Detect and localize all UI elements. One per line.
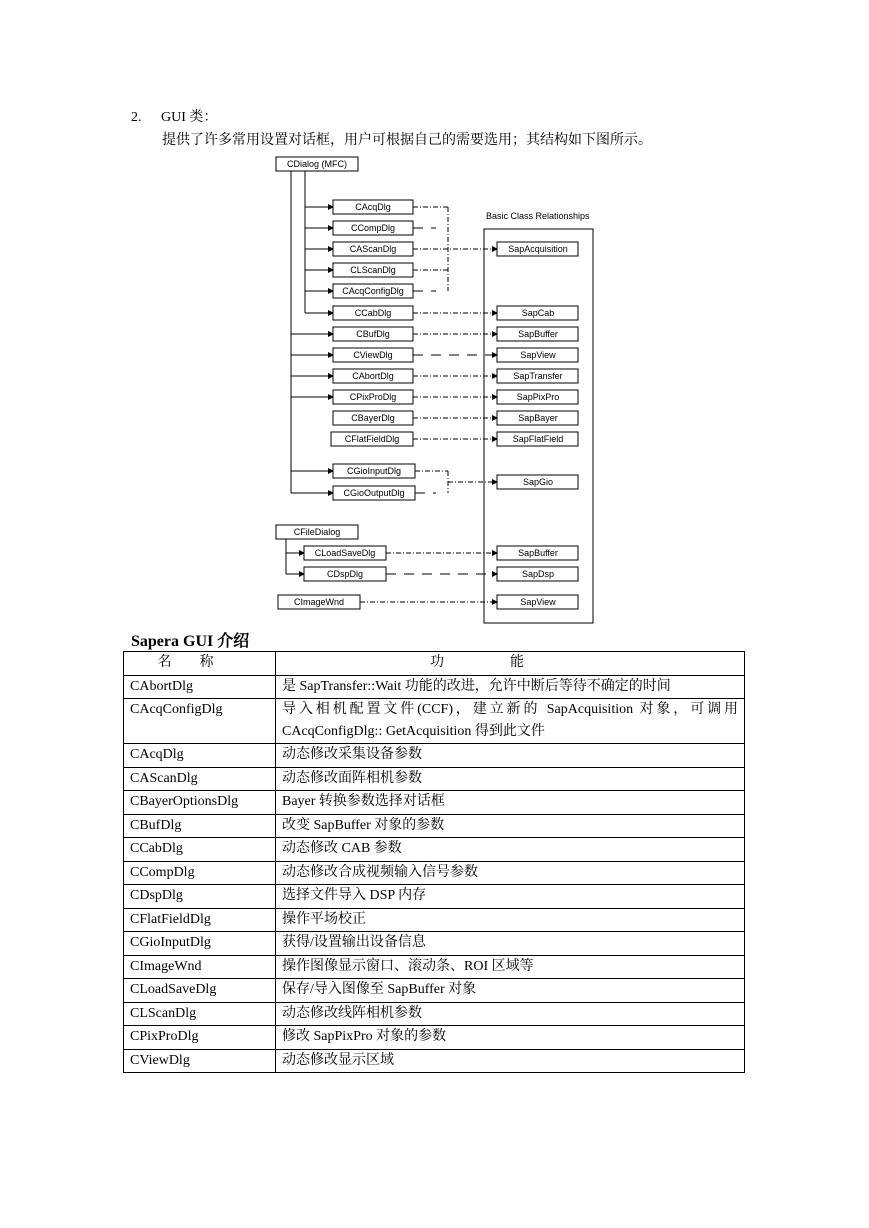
- class-name-cell: CDspDlg: [124, 885, 276, 909]
- function-cell: Bayer 转换参数选择对话框: [276, 791, 745, 815]
- class-name-cell: CAScanDlg: [124, 767, 276, 791]
- header-function: 功能: [276, 652, 745, 676]
- table-row: [124, 1049, 745, 1073]
- table-row: [124, 979, 745, 1003]
- function-cell: 修改 SapPixPro 对象的参数: [276, 1026, 745, 1050]
- table-row: [124, 791, 745, 815]
- sap-sapview: SapView: [520, 350, 556, 360]
- group-title: Basic Class Relationships: [486, 211, 590, 221]
- class-name-cell: CAbortDlg: [124, 675, 276, 699]
- dialog-cviewdlg: CViewDlg: [353, 350, 393, 360]
- dialog-cgiooutputdlg: CGioOutputDlg: [343, 488, 405, 498]
- sap-sapbuffer-2: SapBuffer: [518, 548, 558, 558]
- dialog-ccompdlg: CCompDlg: [350, 223, 396, 233]
- table-row: [124, 1002, 745, 1026]
- dialog-cflatfielddlg: CFlatFieldDlg: [344, 434, 400, 444]
- dialog-list: [291, 200, 415, 500]
- dialog-cbayerdlg: CBayerDlg: [351, 413, 395, 423]
- dialog-cdspdlg: CDspDlg: [326, 569, 364, 579]
- function-cell: 操作平场校正: [276, 908, 745, 932]
- function-cell: 是 SapTransfer::Wait 功能的改进，允许中断后等待不确定的时间: [276, 675, 745, 699]
- sap-sappixpro: SapPixPro: [516, 392, 560, 402]
- file-dialog-label: CFileDialog: [293, 527, 341, 537]
- table-row: [124, 908, 745, 932]
- sap-sapbuffer: SapBuffer: [518, 329, 558, 339]
- function-cell: 获得/设置输出设备信息: [276, 932, 745, 956]
- function-cell: 动态修改 CAB 参数: [276, 838, 745, 862]
- class-name-cell: CViewDlg: [124, 1049, 276, 1073]
- table-row: [124, 838, 745, 862]
- dialog-cabortdlg: CAbortDlg: [352, 371, 394, 381]
- table-body: [124, 675, 745, 1073]
- table-row: [124, 767, 745, 791]
- class-name-cell: CFlatFieldDlg: [124, 908, 276, 932]
- sap-sapacquisition: SapAcquisition: [508, 244, 568, 254]
- function-cell: 改变 SapBuffer 对象的参数: [276, 814, 745, 838]
- sap-sapflatfield: SapFlatField: [512, 434, 564, 444]
- function-cell: 导入相机配置文件(CCF)，建立新的 SapAcquisition 对象，可调用 CAcqConfigDlg:: GetAcquisition 得到此文件: [276, 699, 745, 744]
- function-cell: 动态修改采集设备参数: [276, 744, 745, 768]
- sap-sapgio: SapGio: [522, 477, 554, 487]
- header-name: 名称: [124, 652, 276, 676]
- class-name-cell: CGioInputDlg: [124, 932, 276, 956]
- section-title: GUI 类：: [161, 110, 218, 125]
- dialog-cacqdlg: CAcqDlg: [355, 202, 391, 212]
- function-cell: 操作图像显示窗口、滚动条、ROI 区域等: [276, 955, 745, 979]
- dialog-cascandlg: CAScanDlg: [349, 244, 397, 254]
- section-number: 2.: [131, 110, 142, 125]
- function-cell: 动态修改面阵相机参数: [276, 767, 745, 791]
- table-row: [124, 744, 745, 768]
- file-dialog-branch: [276, 525, 497, 581]
- function-cell: 动态修改显示区域: [276, 1049, 745, 1073]
- class-name-cell: CCabDlg: [124, 838, 276, 862]
- table-row: [124, 885, 745, 909]
- sap-sapcab: SapCab: [521, 308, 555, 318]
- table-row: [124, 1026, 745, 1050]
- dialog-cpixprodlg: CPixProDlg: [349, 392, 397, 402]
- table-row: [124, 955, 745, 979]
- dialog-cloadsavedlg: CLoadSaveDlg: [314, 548, 376, 558]
- function-cell: 保存/导入图像至 SapBuffer 对象: [276, 979, 745, 1003]
- dialog-clscandlg: CLScanDlg: [350, 265, 396, 275]
- table-row: [124, 814, 745, 838]
- class-name-cell: CBufDlg: [124, 814, 276, 838]
- class-name-cell: CAcqConfigDlg: [124, 699, 276, 744]
- dialog-cgioinputdlg: CGioInputDlg: [346, 466, 402, 476]
- table-header-row: [124, 652, 745, 676]
- class-name-cell: CImageWnd: [124, 955, 276, 979]
- image-wnd-branch: [278, 595, 497, 609]
- table-title: Sapera GUI 介绍: [131, 633, 250, 650]
- class-name-cell: CLScanDlg: [124, 1002, 276, 1026]
- table-row: [124, 932, 745, 956]
- table-row: [124, 861, 745, 885]
- table-row: [124, 675, 745, 699]
- image-wnd-label: CImageWnd: [293, 597, 345, 607]
- class-name-cell: CLoadSaveDlg: [124, 979, 276, 1003]
- sap-saptransfer: SapTransfer: [513, 371, 563, 381]
- function-cell: 动态修改合成视频输入信号参数: [276, 861, 745, 885]
- class-name-cell: CBayerOptionsDlg: [124, 791, 276, 815]
- root-class-label: CDialog (MFC): [286, 159, 348, 169]
- class-name-cell: CAcqDlg: [124, 744, 276, 768]
- dialog-cbufdlg: CBufDlg: [356, 329, 390, 339]
- sap-sapview-2: SapView: [520, 597, 556, 607]
- dialog-ccabdlg: CCabDlg: [354, 308, 392, 318]
- function-cell: 动态修改线阵相机参数: [276, 1002, 745, 1026]
- table-row: [124, 699, 745, 744]
- sap-sapdsp: SapDsp: [521, 569, 555, 579]
- class-name-cell: CCompDlg: [124, 861, 276, 885]
- sap-sapbayer: SapBayer: [518, 413, 558, 423]
- basic-class-group: [484, 229, 593, 623]
- gui-class-table: [123, 651, 745, 1073]
- function-cell: 选择文件导入 DSP 内存: [276, 885, 745, 909]
- intro-paragraph: 提供了许多常用设置对话框，用户可根据自己的需要选用；其结构如下图所示。: [162, 133, 652, 148]
- dialog-cacqconfigdlg: CAcqConfigDlg: [342, 286, 404, 296]
- class-name-cell: CPixProDlg: [124, 1026, 276, 1050]
